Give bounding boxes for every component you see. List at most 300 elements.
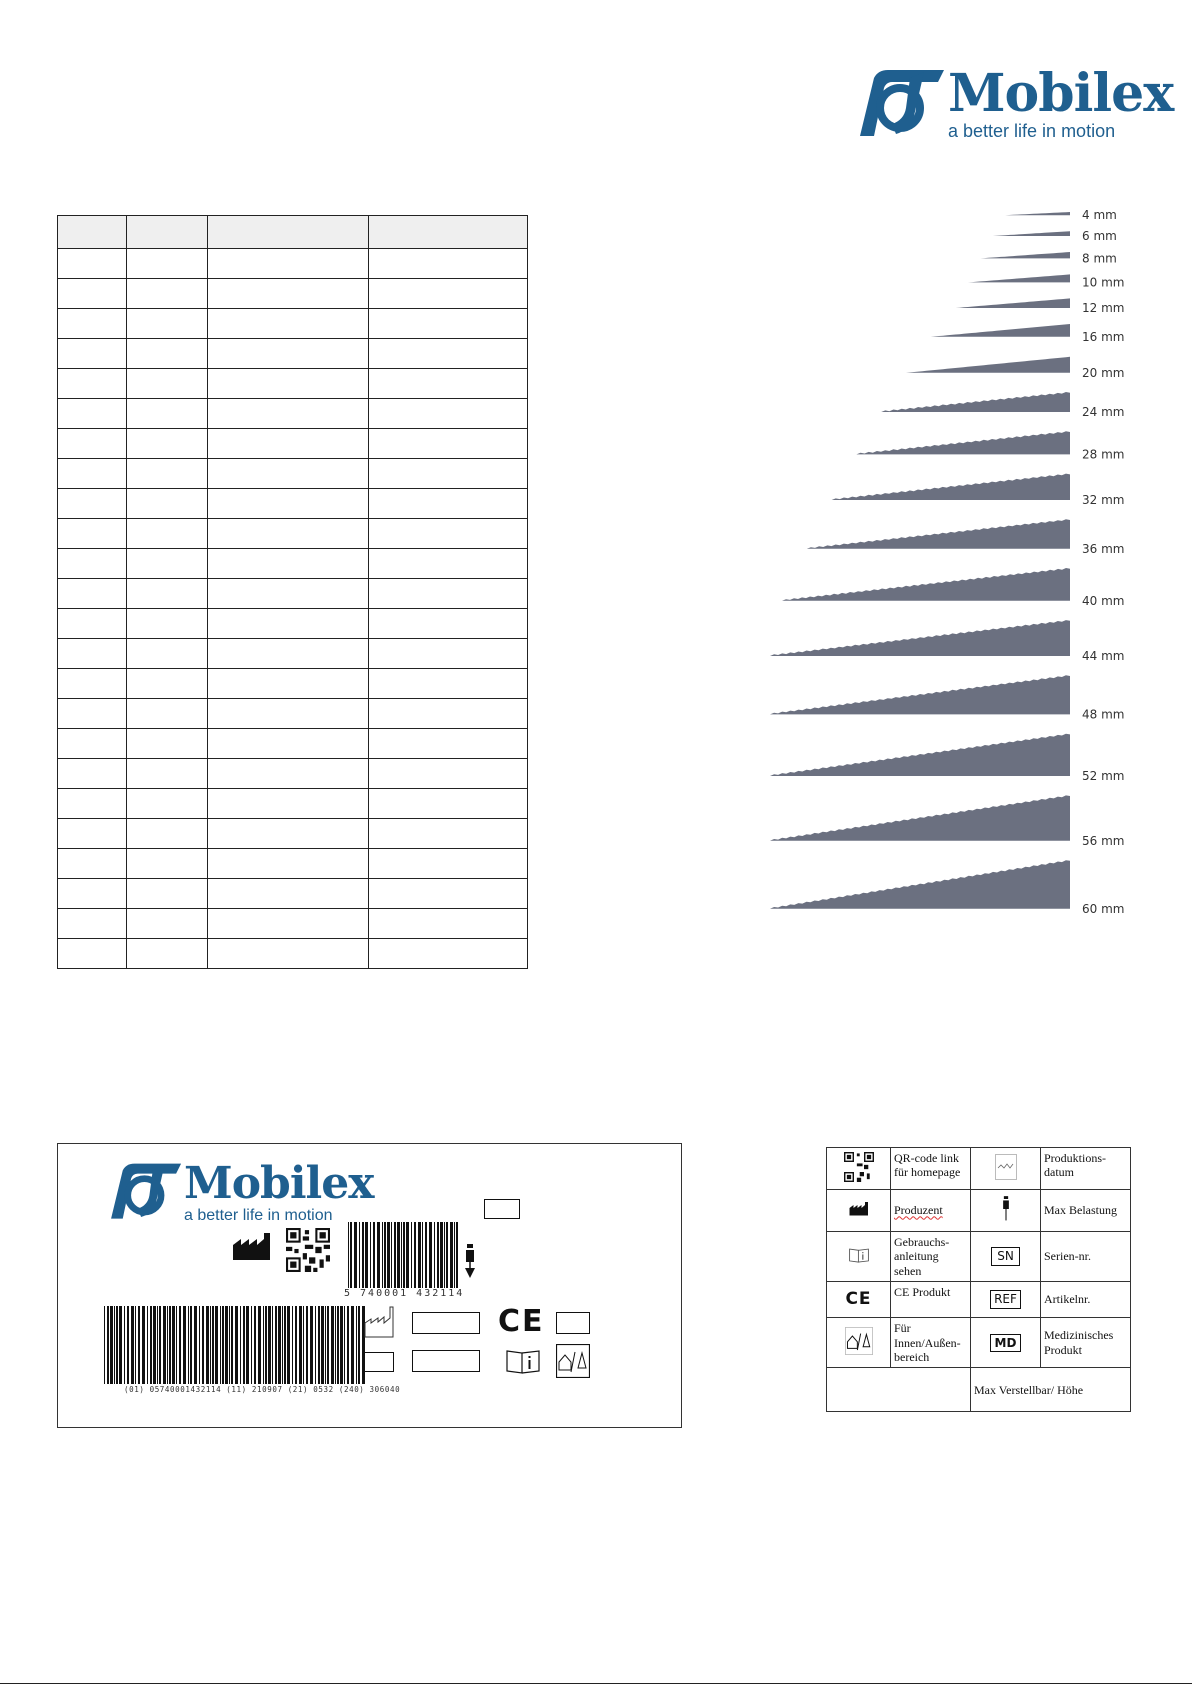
- table-cell[interactable]: [58, 489, 127, 519]
- table-cell[interactable]: [369, 879, 528, 909]
- gs1-barcode: [104, 1306, 366, 1384]
- wedge-56mm: [770, 795, 1070, 840]
- barcode-bar: [356, 1306, 357, 1384]
- barcode-bar: [292, 1306, 293, 1384]
- table-cell[interactable]: [369, 369, 528, 399]
- barcode-bar: [344, 1306, 345, 1384]
- wedge-label: 28 mm: [1082, 447, 1125, 462]
- table-cell[interactable]: [58, 879, 127, 909]
- qr-code-icon: [844, 1152, 874, 1182]
- table-cell[interactable]: [58, 579, 127, 609]
- table-cell[interactable]: [208, 369, 369, 399]
- table-cell[interactable]: [58, 549, 127, 579]
- table-cell[interactable]: [369, 789, 528, 819]
- barcode-bar: [306, 1306, 308, 1384]
- wedge-label: 16 mm: [1082, 329, 1125, 344]
- table-cell[interactable]: [208, 249, 369, 279]
- manufacturer-icon: [232, 1233, 272, 1261]
- table-cell[interactable]: [127, 399, 208, 429]
- table-cell[interactable]: [58, 339, 127, 369]
- wedge-6mm: [993, 231, 1070, 236]
- table-row: [58, 249, 528, 279]
- table-cell[interactable]: [369, 339, 528, 369]
- table-cell[interactable]: [58, 849, 127, 879]
- label-field-small-left[interactable]: [364, 1352, 394, 1372]
- brand-logo-top: [852, 63, 1174, 142]
- table-row: [58, 819, 528, 849]
- barcode-bar: [331, 1306, 334, 1384]
- table-cell[interactable]: [369, 849, 528, 879]
- wedge-36mm: [807, 519, 1070, 549]
- legend-footer-left: [827, 1368, 971, 1412]
- barcode-bar: [354, 1222, 357, 1288]
- barcode-bar: [303, 1306, 304, 1384]
- table-cell[interactable]: [58, 279, 127, 309]
- barcode-bar: [365, 1222, 368, 1288]
- barcode-bar: [359, 1222, 360, 1288]
- table-cell[interactable]: [127, 639, 208, 669]
- table-cell[interactable]: [58, 789, 127, 819]
- barcode-bar: [131, 1306, 134, 1384]
- table-row: [58, 309, 528, 339]
- barcode-bar: [422, 1222, 423, 1288]
- barcode-bar: [444, 1222, 445, 1288]
- barcode-bar: [295, 1306, 297, 1384]
- barcode-bar: [188, 1306, 189, 1384]
- table-cell[interactable]: [208, 489, 369, 519]
- barcode-bar: [275, 1306, 277, 1384]
- table-row: [58, 759, 528, 789]
- indoor-outdoor-icon: [845, 1327, 873, 1355]
- table-cell[interactable]: [208, 309, 369, 339]
- label-field-lower[interactable]: [412, 1350, 480, 1372]
- table-cell[interactable]: [127, 609, 208, 639]
- legend-manufacturer-cell: [827, 1190, 891, 1232]
- table-cell[interactable]: [58, 369, 127, 399]
- wedge-label: 20 mm: [1082, 365, 1125, 380]
- table-cell[interactable]: [127, 549, 208, 579]
- page-edge-line: [0, 1683, 1192, 1684]
- barcode-bar: [340, 1306, 343, 1384]
- table-cell[interactable]: [208, 339, 369, 369]
- table-cell[interactable]: [208, 699, 369, 729]
- brand-tagline: a better life in motion: [948, 121, 1116, 141]
- production-date-icon: [364, 1306, 394, 1338]
- table-cell[interactable]: [127, 579, 208, 609]
- barcode-bar: [206, 1306, 209, 1384]
- table-cell[interactable]: [127, 819, 208, 849]
- barcode-bar: [167, 1306, 168, 1384]
- barcode-bar: [397, 1222, 400, 1288]
- table-cell[interactable]: [369, 459, 528, 489]
- table-cell[interactable]: [58, 249, 127, 279]
- table-cell[interactable]: [369, 729, 528, 759]
- table-row: [58, 939, 528, 969]
- barcode-bar: [318, 1306, 320, 1384]
- barcode-bar: [179, 1306, 181, 1384]
- label-field-top-right[interactable]: [484, 1199, 520, 1219]
- legend-text: Artikelnr.: [1041, 1282, 1131, 1318]
- barcode-bar: [194, 1306, 197, 1384]
- barcode-bar: [258, 1306, 261, 1384]
- wedge-label: 44 mm: [1082, 649, 1125, 663]
- barcode-bar: [411, 1222, 412, 1288]
- reference-number-icon: REF: [990, 1290, 1021, 1308]
- table-cell[interactable]: [127, 339, 208, 369]
- table-cell[interactable]: [127, 729, 208, 759]
- barcode-bar: [254, 1306, 256, 1384]
- barcode-bar: [287, 1306, 290, 1384]
- table-cell[interactable]: [127, 879, 208, 909]
- label-field-production-date[interactable]: [412, 1312, 480, 1334]
- legend-text: Für Innen/Außen-bereich: [891, 1318, 971, 1368]
- table-row: [58, 549, 528, 579]
- table-cell[interactable]: [127, 429, 208, 459]
- barcode-bar: [265, 1306, 267, 1384]
- table-cell[interactable]: [208, 819, 369, 849]
- brand-tagline: a better life in motion: [184, 1207, 333, 1224]
- table-cell[interactable]: [208, 909, 369, 939]
- brand-mark-icon: [852, 68, 947, 140]
- ce-mark: CE: [498, 1304, 545, 1339]
- table-cell[interactable]: [58, 609, 127, 639]
- barcode-bar: [263, 1306, 264, 1384]
- table-cell[interactable]: [208, 429, 369, 459]
- table-cell[interactable]: [208, 279, 369, 309]
- barcode-bar: [199, 1306, 200, 1384]
- table-cell[interactable]: [127, 849, 208, 879]
- table-cell[interactable]: [208, 519, 369, 549]
- barcode-bar: [169, 1306, 171, 1384]
- table-cell[interactable]: [58, 669, 127, 699]
- barcode-bar: [222, 1306, 224, 1384]
- wedge-8mm: [980, 252, 1070, 258]
- wedge-label: 12 mm: [1082, 301, 1125, 315]
- table-cell[interactable]: [208, 549, 369, 579]
- legend-qr-cell: [827, 1148, 891, 1190]
- table-cell[interactable]: [127, 519, 208, 549]
- legend-text: Gebrauchs-anleitung sehen: [891, 1232, 971, 1282]
- barcode-bar: [440, 1222, 443, 1288]
- barcode-bar: [104, 1306, 105, 1384]
- barcode-bar: [240, 1306, 241, 1384]
- legend-text: Max Belastung: [1041, 1190, 1131, 1232]
- legend-max-load-cell: [971, 1190, 1041, 1232]
- brand-name: Mobilex: [184, 1158, 374, 1209]
- brand-mark-icon: [104, 1162, 184, 1222]
- table-header-row: [58, 216, 528, 249]
- barcode-bar: [229, 1306, 230, 1384]
- table-cell[interactable]: [369, 279, 528, 309]
- ean-barcode: [348, 1222, 458, 1288]
- barcode-bar: [335, 1306, 336, 1384]
- wedge-12mm: [956, 298, 1070, 308]
- table-row: [58, 399, 528, 429]
- table-cell[interactable]: [208, 729, 369, 759]
- table-cell[interactable]: [127, 369, 208, 399]
- barcode-bar: [190, 1306, 192, 1384]
- table-cell[interactable]: [127, 939, 208, 969]
- barcode-bar: [124, 1306, 125, 1384]
- barcode-bar: [110, 1306, 113, 1384]
- table-cell[interactable]: [58, 459, 127, 489]
- table-row: [58, 489, 528, 519]
- barcode-bar: [373, 1222, 375, 1288]
- table-cell[interactable]: [369, 639, 528, 669]
- wedge-height-chart: [760, 200, 1140, 1010]
- table-cell[interactable]: [369, 399, 528, 429]
- barcode-bar: [159, 1306, 161, 1384]
- table-cell[interactable]: [369, 249, 528, 279]
- indoor-outdoor-icon: [556, 1344, 590, 1378]
- table-cell[interactable]: [369, 909, 528, 939]
- table-cell[interactable]: [58, 639, 127, 669]
- barcode-bar: [327, 1306, 329, 1384]
- barcode-bar: [142, 1306, 145, 1384]
- table-cell[interactable]: [369, 309, 528, 339]
- table-row: [58, 789, 528, 819]
- barcode-bar: [446, 1222, 448, 1288]
- wedge-label: 60 mm: [1082, 901, 1125, 916]
- barcode-bar: [437, 1222, 439, 1288]
- wedge-label: 36 mm: [1082, 541, 1125, 556]
- table-row: [58, 459, 528, 489]
- barcode-bar: [150, 1306, 152, 1384]
- wedge-32mm: [832, 474, 1070, 500]
- barcode-bar: [425, 1222, 427, 1288]
- wedge-label: 40 mm: [1082, 593, 1125, 608]
- barcode-bar: [127, 1306, 129, 1384]
- table-cell[interactable]: [127, 459, 208, 489]
- barcode-bar: [362, 1222, 364, 1288]
- max-load-icon: [1001, 1196, 1011, 1222]
- barcode-bar: [387, 1222, 390, 1288]
- medical-device-icon: MD: [990, 1334, 1022, 1352]
- table-row: [58, 339, 528, 369]
- table-cell[interactable]: [369, 819, 528, 849]
- wedge-label: 4 mm: [1082, 208, 1117, 223]
- table-row: [58, 609, 528, 639]
- wedge-4mm: [1005, 212, 1070, 215]
- barcode-bar: [337, 1306, 339, 1384]
- wedge-label: 52 mm: [1082, 769, 1125, 783]
- ean-barcode-text: 5 740001 432114: [344, 1288, 465, 1299]
- wedge-52mm: [770, 734, 1070, 776]
- table-cell[interactable]: [127, 279, 208, 309]
- instructions-icon: [506, 1348, 540, 1374]
- barcode-bar: [212, 1306, 214, 1384]
- table-cell[interactable]: [208, 459, 369, 489]
- table-cell[interactable]: [58, 429, 127, 459]
- table-cell[interactable]: [208, 759, 369, 789]
- table-cell[interactable]: [127, 909, 208, 939]
- table-cell[interactable]: [127, 489, 208, 519]
- barcode-bar: [220, 1306, 221, 1384]
- barcode-bar: [310, 1306, 313, 1384]
- legend-md-cell: [971, 1318, 1041, 1368]
- table-cell[interactable]: [369, 579, 528, 609]
- barcode-bar: [268, 1306, 271, 1384]
- table-cell[interactable]: [369, 549, 528, 579]
- production-date-icon: [995, 1154, 1017, 1180]
- table-header-cell[interactable]: [369, 216, 528, 249]
- barcode-bar: [153, 1306, 156, 1384]
- barcode-bar: [347, 1306, 349, 1384]
- table-cell[interactable]: [127, 669, 208, 699]
- label-field-ce-right[interactable]: [556, 1312, 590, 1334]
- barcode-bar: [401, 1222, 402, 1288]
- barcode-bar: [225, 1306, 228, 1384]
- table-cell[interactable]: [127, 759, 208, 789]
- table-cell[interactable]: [208, 939, 369, 969]
- table-cell[interactable]: [208, 789, 369, 819]
- barcode-bar: [403, 1222, 405, 1288]
- table-cell[interactable]: [58, 819, 127, 849]
- barcode-bar: [406, 1222, 409, 1288]
- table-row: [58, 369, 528, 399]
- legend-indoor-outdoor-cell: [827, 1318, 891, 1368]
- barcode-bar: [382, 1222, 383, 1288]
- table-cell[interactable]: [58, 939, 127, 969]
- table-row: [58, 279, 528, 309]
- table-cell[interactable]: [127, 249, 208, 279]
- wedge-24mm: [881, 392, 1070, 412]
- barcode-bar: [114, 1306, 115, 1384]
- barcode-bar: [243, 1306, 245, 1384]
- table-cell[interactable]: [208, 579, 369, 609]
- barcode-bar: [414, 1222, 416, 1288]
- barcode-bar: [456, 1222, 458, 1288]
- table-cell[interactable]: [127, 309, 208, 339]
- brand-logo-label: [104, 1158, 374, 1226]
- table-row: [58, 429, 528, 459]
- wedge-60mm: [770, 860, 1070, 909]
- wedge-16mm: [931, 324, 1070, 337]
- barcode-bar: [172, 1306, 175, 1384]
- legend-instructions-cell: [827, 1232, 891, 1282]
- table-cell[interactable]: [208, 879, 369, 909]
- legend-production-date-cell: [971, 1148, 1041, 1190]
- table-cell[interactable]: [58, 519, 127, 549]
- barcode-bar: [350, 1222, 352, 1288]
- max-load-icon: [463, 1244, 477, 1280]
- wedge-20mm: [906, 357, 1070, 373]
- barcode-bar: [358, 1306, 360, 1384]
- wedge-label: 48 mm: [1082, 707, 1125, 722]
- table-cell[interactable]: [208, 639, 369, 669]
- barcode-bar: [272, 1306, 273, 1384]
- data-table: [57, 215, 528, 969]
- table-cell[interactable]: [127, 789, 208, 819]
- barcode-bar: [202, 1306, 204, 1384]
- barcode-bar: [321, 1306, 324, 1384]
- wedge-44mm: [770, 620, 1070, 656]
- table-row: [58, 639, 528, 669]
- wedge-40mm: [782, 568, 1070, 601]
- brand-name: Mobilex: [948, 63, 1174, 124]
- wedge-label: 56 mm: [1082, 833, 1125, 848]
- barcode-bar: [384, 1222, 386, 1288]
- barcode-bar: [157, 1306, 158, 1384]
- barcode-bar: [210, 1306, 211, 1384]
- table-cell[interactable]: [208, 399, 369, 429]
- barcode-bar: [348, 1222, 349, 1288]
- legend-text: QR-code link für homepage: [891, 1148, 971, 1190]
- table-cell[interactable]: [58, 759, 127, 789]
- table-cell[interactable]: [369, 489, 528, 519]
- legend-text: Medizinisches Produkt: [1041, 1318, 1131, 1368]
- ce-mark-icon: CE: [845, 1289, 872, 1310]
- barcode-bar: [315, 1306, 316, 1384]
- instructions-icon: [849, 1247, 869, 1263]
- table-cell[interactable]: [127, 699, 208, 729]
- table-cell[interactable]: [369, 429, 528, 459]
- barcode-bar: [163, 1306, 166, 1384]
- table-cell[interactable]: [369, 939, 528, 969]
- barcode-bar: [235, 1306, 238, 1384]
- table-cell[interactable]: [58, 909, 127, 939]
- table-header-cell[interactable]: [208, 216, 369, 249]
- table-cell[interactable]: [58, 399, 127, 429]
- barcode-bar: [429, 1222, 432, 1288]
- table-cell[interactable]: [369, 519, 528, 549]
- barcode-bar: [377, 1222, 380, 1288]
- table-header-cell[interactable]: [58, 216, 127, 249]
- table-cell[interactable]: [58, 729, 127, 759]
- barcode-bar: [299, 1306, 302, 1384]
- barcode-bar: [325, 1306, 326, 1384]
- barcode-bar: [138, 1306, 140, 1384]
- table-header-cell[interactable]: [127, 216, 208, 249]
- table-cell[interactable]: [369, 669, 528, 699]
- legend-ref-cell: [971, 1282, 1041, 1318]
- table-cell[interactable]: [208, 849, 369, 879]
- table-cell[interactable]: [208, 669, 369, 699]
- barcode-bar: [215, 1306, 218, 1384]
- table-cell[interactable]: [369, 699, 528, 729]
- symbol-legend: [826, 1147, 1131, 1412]
- barcode-bar: [147, 1306, 148, 1384]
- table-cell[interactable]: [369, 609, 528, 639]
- legend-text: Produktions-datum: [1041, 1148, 1131, 1190]
- legend-text: CE Produkt: [891, 1282, 971, 1318]
- wedge-label: 8 mm: [1082, 251, 1117, 266]
- table-row: [58, 849, 528, 879]
- qr-code-icon: [286, 1228, 330, 1272]
- barcode-bar: [284, 1306, 286, 1384]
- barcode-bar: [351, 1306, 354, 1384]
- table-row: [58, 909, 528, 939]
- legend-serial-cell: [971, 1232, 1041, 1282]
- barcode-bar: [391, 1222, 392, 1288]
- table-cell[interactable]: [369, 759, 528, 789]
- table-row: [58, 879, 528, 909]
- legend-text: Produzent: [891, 1190, 971, 1232]
- barcode-bar: [394, 1222, 396, 1288]
- table-cell[interactable]: [208, 609, 369, 639]
- product-label: [57, 1143, 682, 1428]
- table-cell[interactable]: [58, 699, 127, 729]
- table-cell[interactable]: [58, 309, 127, 339]
- legend-text: Serien-nr.: [1041, 1232, 1131, 1282]
- barcode-bar: [231, 1306, 233, 1384]
- table-row: [58, 519, 528, 549]
- table-row: [58, 729, 528, 759]
- legend-ce-cell: [827, 1282, 891, 1318]
- table-row: [58, 579, 528, 609]
- wedge-label: 10 mm: [1082, 275, 1125, 290]
- table-row: [58, 699, 528, 729]
